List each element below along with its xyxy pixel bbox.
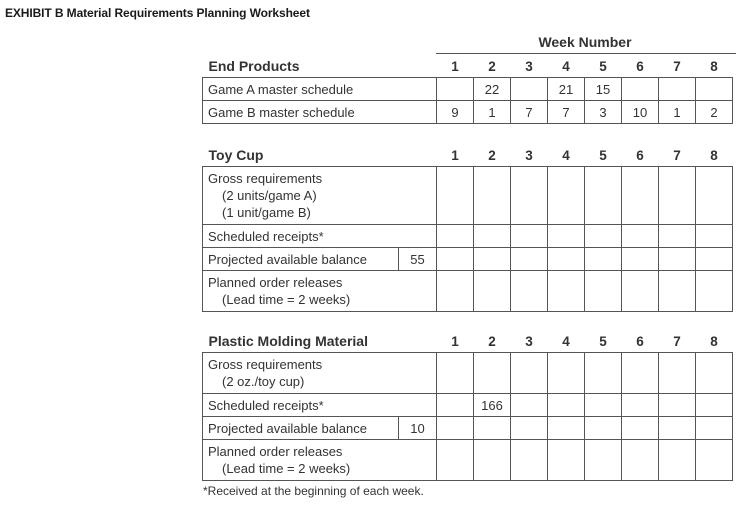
toy-cup-balance-cell[interactable] [585,248,622,271]
game-a-cell [696,78,733,101]
toy-cup-table [202,144,733,312]
plastic-balance-cell[interactable] [696,417,733,440]
plastic-gross-cell[interactable] [511,353,548,394]
plastic-scheduled-label: Scheduled receipts* [203,394,437,417]
toy-cup-scheduled-cell[interactable] [659,225,696,248]
week-header: 5 [585,144,622,167]
toy-cup-release-cell[interactable] [585,271,622,312]
gross-requirements-label: Gross requirements [208,171,323,186]
plastic-release-cell[interactable] [622,440,659,481]
plastic-release-cell[interactable] [696,440,733,481]
week-header: 4 [548,330,585,353]
toy-cup-gross-cell[interactable] [548,167,585,225]
week-header: 7 [659,55,696,78]
plastic-gross-cell[interactable] [548,353,585,394]
week-header: 5 [585,330,622,353]
game-a-row-label: Game A master schedule [203,78,437,101]
plastic-balance-cell[interactable] [622,417,659,440]
toy-cup-gross-cell[interactable] [511,167,548,225]
toy-cup-gross-cell[interactable] [696,167,733,225]
week-header: 4 [548,55,585,78]
plastic-balance-cell[interactable] [511,417,548,440]
game-a-cell [659,78,696,101]
toy-cup-balance-label: Projected available balance [203,248,399,271]
week-header: 8 [696,144,733,167]
plastic-balance-cell[interactable] [474,417,511,440]
game-b-cell: 1 [659,101,696,124]
toy-cup-balance-cell[interactable] [622,248,659,271]
plastic-release-cell[interactable] [548,440,585,481]
game-b-row-label: Game B master schedule [203,101,437,124]
toy-cup-release-cell[interactable] [474,271,511,312]
end-products-table [202,55,733,124]
toy-cup-gross-cell[interactable] [437,167,474,225]
toy-cup-releases-label [203,271,437,312]
week-header: 7 [659,144,696,167]
week-number-divider [436,53,736,54]
planned-releases-label: Planned order releases [208,444,343,459]
plastic-gross-cell[interactable] [585,353,622,394]
toy-cup-scheduled-label: Scheduled receipts* [203,225,437,248]
plastic-starting-balance: 10 [399,417,437,440]
plastic-heading: Plastic Molding Material [203,330,437,353]
plastic-gross-cell[interactable] [659,353,696,394]
week-header: 2 [474,330,511,353]
gross-requirements-sub: (2 units/game A) [222,188,317,203]
plastic-table [202,330,733,481]
toy-cup-release-cell[interactable] [548,271,585,312]
toy-cup-scheduled-cell[interactable] [474,225,511,248]
game-b-cell: 9 [437,101,474,124]
toy-cup-scheduled-cell[interactable] [585,225,622,248]
plastic-scheduled-cell[interactable] [659,394,696,417]
plastic-scheduled-cell[interactable] [622,394,659,417]
week-header: 1 [437,330,474,353]
toy-cup-release-cell[interactable] [511,271,548,312]
plastic-gross-cell[interactable] [437,353,474,394]
game-b-cell: 2 [696,101,733,124]
plastic-release-cell[interactable] [659,440,696,481]
toy-cup-scheduled-cell[interactable] [437,225,474,248]
toy-cup-scheduled-cell[interactable] [696,225,733,248]
plastic-release-cell[interactable] [474,440,511,481]
lead-time-note: (Lead time = 2 weeks) [222,292,351,307]
gross-requirements-sub: (2 oz./toy cup) [222,374,305,389]
gross-requirements-label: Gross requirements [208,357,323,372]
game-b-cell: 10 [622,101,659,124]
toy-cup-gross-cell[interactable] [659,167,696,225]
toy-cup-gross-cell[interactable] [622,167,659,225]
week-header: 8 [696,55,733,78]
game-a-cell: 21 [548,78,585,101]
plastic-release-cell[interactable] [437,440,474,481]
week-header: 7 [659,330,696,353]
toy-cup-balance-cell[interactable] [548,248,585,271]
footnote: *Received at the beginning of each week. [203,484,424,498]
toy-cup-scheduled-cell[interactable] [511,225,548,248]
week-header: 3 [511,144,548,167]
toy-cup-release-cell[interactable] [622,271,659,312]
week-header: 4 [548,144,585,167]
toy-cup-scheduled-cell[interactable] [548,225,585,248]
game-b-cell: 3 [585,101,622,124]
week-header: 1 [437,144,474,167]
game-b-cell: 1 [474,101,511,124]
week-header: 8 [696,330,733,353]
week-header: 6 [622,144,659,167]
game-a-cell: 22 [474,78,511,101]
toy-cup-gross-label [203,167,437,225]
gross-requirements-sub: (1 unit/game B) [222,205,311,220]
week-header: 2 [474,144,511,167]
toy-cup-scheduled-cell[interactable] [622,225,659,248]
toy-cup-gross-cell[interactable] [585,167,622,225]
plastic-gross-cell[interactable] [474,353,511,394]
plastic-release-cell[interactable] [585,440,622,481]
plastic-gross-cell[interactable] [622,353,659,394]
toy-cup-gross-cell[interactable] [474,167,511,225]
plastic-balance-cell[interactable] [437,417,474,440]
toy-cup-release-cell[interactable] [437,271,474,312]
toy-cup-balance-cell[interactable] [696,248,733,271]
game-a-cell [622,78,659,101]
game-a-cell [511,78,548,101]
plastic-balance-cell[interactable] [659,417,696,440]
plastic-scheduled-cell[interactable] [437,394,474,417]
toy-cup-balance-cell[interactable] [511,248,548,271]
lead-time-note: (Lead time = 2 weeks) [222,461,351,476]
week-header: 2 [474,55,511,78]
toy-cup-heading: Toy Cup [203,144,437,167]
worksheet-title: EXHIBIT B Material Requirements Planning Worksheet [5,6,310,20]
plastic-gross-label [203,353,437,394]
game-a-cell: 15 [585,78,622,101]
plastic-balance-cell[interactable] [585,417,622,440]
week-header: 1 [437,55,474,78]
game-b-cell: 7 [548,101,585,124]
plastic-balance-label: Projected available balance [203,417,399,440]
toy-cup-starting-balance: 55 [399,248,437,271]
plastic-release-cell[interactable] [511,440,548,481]
plastic-releases-label [203,440,437,481]
toy-cup-release-cell[interactable] [659,271,696,312]
toy-cup-balance-cell[interactable] [474,248,511,271]
game-a-cell [437,78,474,101]
plastic-gross-cell[interactable] [696,353,733,394]
week-header: 3 [511,55,548,78]
plastic-scheduled-cell[interactable] [548,394,585,417]
plastic-scheduled-cell[interactable] [585,394,622,417]
toy-cup-balance-cell[interactable] [659,248,696,271]
week-header: 6 [622,55,659,78]
toy-cup-release-cell[interactable] [696,271,733,312]
planned-releases-label: Planned order releases [208,275,343,290]
game-b-cell: 7 [511,101,548,124]
end-products-heading: End Products [203,55,437,78]
plastic-scheduled-cell[interactable]: 166 [474,394,511,417]
week-header: 5 [585,55,622,78]
week-header: 6 [622,330,659,353]
plastic-scheduled-cell[interactable] [696,394,733,417]
week-header: 3 [511,330,548,353]
plastic-balance-cell[interactable] [548,417,585,440]
plastic-scheduled-cell[interactable] [511,394,548,417]
toy-cup-balance-cell[interactable] [437,248,474,271]
week-number-label: Week Number [538,34,632,50]
